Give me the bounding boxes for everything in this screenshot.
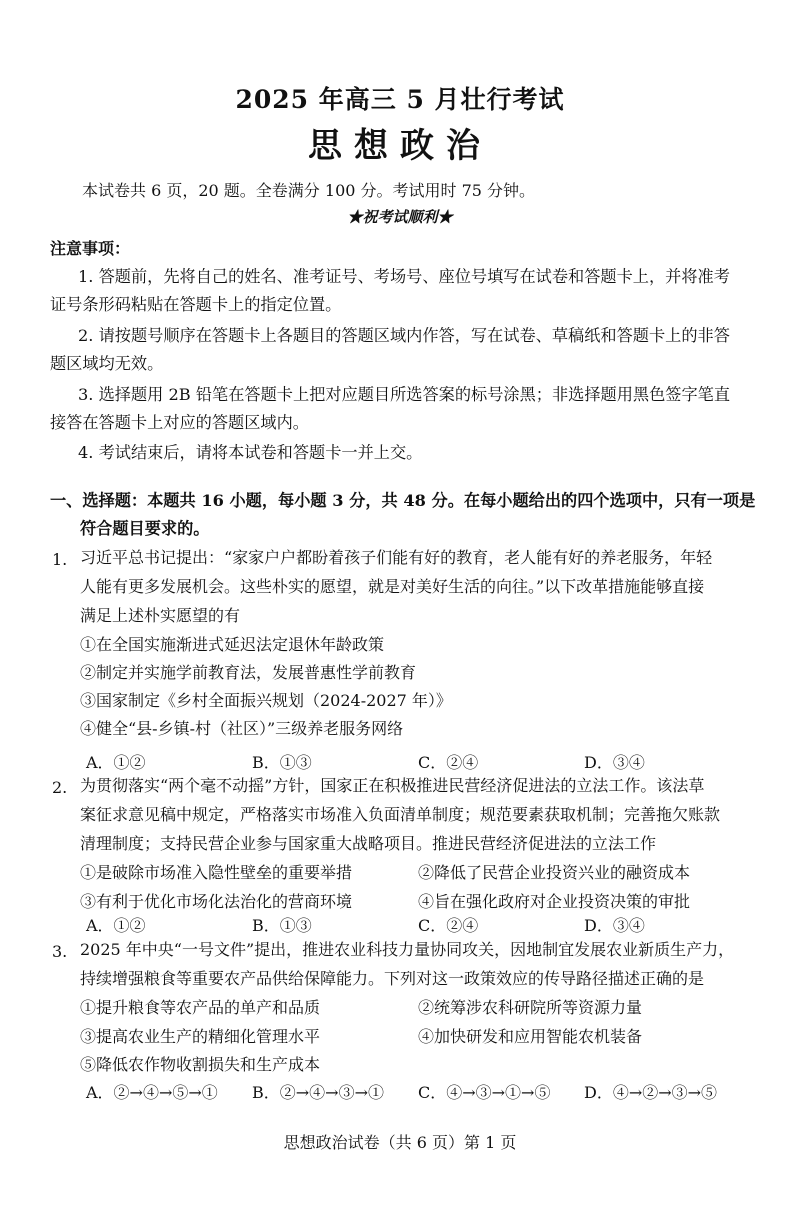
answer-option-d: D．④→②→③→⑤ — [584, 1083, 718, 1102]
question-number: 3. — [52, 942, 68, 961]
statement-item: ②降低了民营企业投资兴业的融资成本 — [418, 863, 691, 882]
question-2-stem-line3: 清理制度；支持民营企业参与国家重大战略项目。推进民营经济促进法的立法工作 — [80, 834, 657, 853]
statement-item: ③有利于优化市场化法治化的营商环境 — [80, 892, 353, 911]
statement-item: ①在全国实施渐进式延迟法定退休年龄政策 — [80, 635, 385, 654]
statement-item: ②统筹涉农科研院所等资源力量 — [418, 998, 643, 1017]
statement-item: ⑤降低农作物收割损失和生产成本 — [80, 1055, 321, 1074]
notice-item-3-line2: 接答在答题卡上对应的答题区域内。 — [50, 413, 309, 432]
notice-item-1-line1: 1. 答题前，先将自己的姓名、准考证号、考场号、座位号填写在试卷和答题卡上，并将准考 — [78, 267, 730, 286]
question-3-stem-line2: 持续增强粮食等重要农产品供给保障能力。下列对这一政策效应的传导路径描述正确的是 — [80, 969, 705, 988]
page-footer: 思想政治试卷（共 6 页）第 1 页 — [283, 1133, 517, 1152]
answer-option-c: C．②④ — [418, 916, 479, 935]
exam-title: 2025 年高三 5 月壮行考试 — [235, 85, 565, 114]
question-2-stem-line1: 为贯彻落实“两个毫不动摇”方针，国家正在积极推进民营经济促进法的立法工作。该法草 — [80, 776, 705, 795]
answer-option-c: C．②④ — [418, 753, 479, 772]
question-1-stem-line1: 习近平总书记提出：“家家户户都盼着孩子们能有好的教育，老人能有好的养老服务，年轻 — [80, 548, 713, 567]
question-1-stem-line2: 人能有更多发展机会。这些朴实的愿望，就是对美好生活的向往。”以下改革措施能够直接 — [80, 577, 705, 596]
statement-item: ②制定并实施学前教育法，发展普惠性学前教育 — [80, 663, 417, 682]
answer-option-d: D．③④ — [584, 916, 645, 935]
question-1-stem-line3: 满足上述朴实愿望的有 — [80, 606, 241, 625]
notice-item-2-line2: 题区域均无效。 — [50, 354, 164, 373]
answer-option-a: A．①② — [86, 753, 146, 772]
answer-option-b: B．①③ — [252, 916, 312, 935]
notice-item-3-line1: 3. 选择题用 2B 铅笔在答题卡上把对应题目所选答案的标号涂黑；非选择题用黑色签字笔直 — [78, 385, 731, 404]
answer-option-b: B．②→④→③→① — [252, 1083, 384, 1102]
answer-option-a: A．①② — [86, 916, 146, 935]
subject-title: 思想政治 — [308, 126, 492, 166]
statement-item: ④旨在强化政府对企业投资决策的审批 — [418, 892, 691, 911]
good-luck-banner: ★祝考试顺利★ — [347, 208, 453, 226]
statement-item: ④加快研发和应用智能农机装备 — [418, 1027, 643, 1046]
answer-option-d: D．③④ — [584, 753, 645, 772]
exam-info: 本试卷共 6 页，20 题。全卷满分 100 分。考试用时 75 分钟。 — [82, 181, 536, 200]
question-number: 1. — [52, 550, 68, 569]
statement-item: ①提升粮食等农产品的单产和品质 — [80, 998, 321, 1017]
question-3-stem-line1: 2025 年中央“一号文件”提出，推进农业科技力量协同攻关，因地制宜发展农业新质生产力， — [80, 940, 735, 959]
statement-item: ③国家制定《乡村全面振兴规划（2024-2027 年）》 — [80, 691, 452, 710]
notice-item-2-line1: 2. 请按题号顺序在答题卡上各题目的答题区域内作答，写在试卷、草稿纸和答题卡上的非答 — [78, 326, 730, 345]
answer-option-c: C．④→③→①→⑤ — [418, 1083, 551, 1102]
section-heading-line1: 一、选择题：本题共 16 小题，每小题 3 分，共 48 分。在每小题给出的四个选项中，只有一项是 — [50, 491, 756, 510]
notice-item-4: 4. 考试结束后，请将本试卷和答题卡一并上交。 — [78, 443, 423, 462]
answer-option-a: A．②→④→⑤→① — [86, 1083, 218, 1102]
section-heading-line2: 符合题目要求的。 — [80, 519, 210, 538]
notice-heading: 注意事项： — [50, 239, 131, 258]
question-2-stem-line2: 案征求意见稿中规定，严格落实市场准入负面清单制度；规范要素获取机制；完善拖欠账款 — [80, 805, 721, 824]
statement-item: ④健全“县-乡镇-村（社区）”三级养老服务网络 — [80, 719, 404, 738]
notice-item-1-line2: 证号条形码粘贴在答题卡上的指定位置。 — [50, 295, 342, 314]
statement-item: ③提高农业生产的精细化管理水平 — [80, 1027, 321, 1046]
answer-option-b: B．①③ — [252, 753, 312, 772]
statement-item: ①是破除市场准入隐性壁垒的重要举措 — [80, 863, 353, 882]
question-number: 2. — [52, 778, 68, 797]
